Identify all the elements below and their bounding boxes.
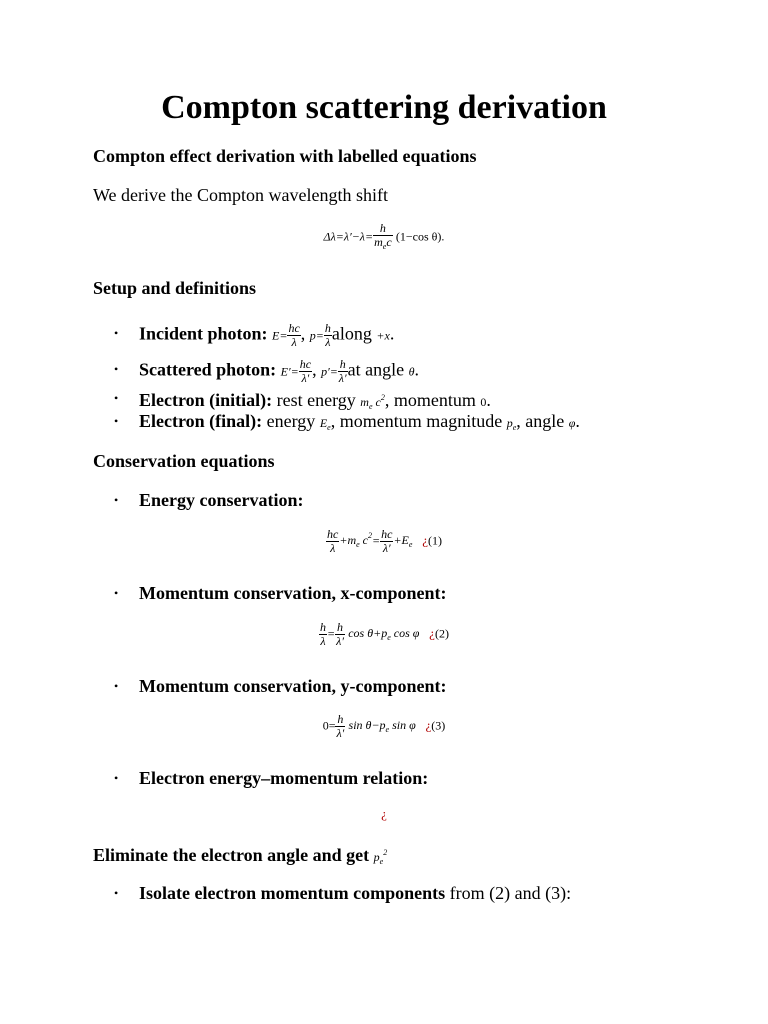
bullet: • — [114, 391, 119, 405]
bullet: • — [114, 679, 119, 693]
list-item-momentum-y: • Momentum conservation, y-component: — [114, 676, 447, 696]
list-item-energy-momentum-relation: • Electron energy–momentum relation: — [114, 768, 429, 788]
list-item-electron-final: • Electron (final): energy $E_e$, momentum magnitude $p_e$, angle φ. — [114, 411, 580, 432]
missing-glyph: ¿ — [381, 806, 387, 821]
list-item-scattered-photon: • Scattered photon: E′= $\frac{hc}{\lambda'}$ , p′= $\frac{h}{\lambda'}$ at angle θ. — [114, 357, 420, 385]
list-item-electron-initial: • Electron (initial): rest energy $m_e$ $c^2$, momentum 0. — [139, 387, 491, 418]
fraction: $\frac{h}{m_ec}$ — [374, 221, 392, 251]
list-item-incident-photon: • Incident photon: E= $\frac{hc}{\lambda}$ , p= $\frac{h}{\lambda}$ along +x. — [114, 321, 395, 349]
section-heading-setup: Setup and definitions — [93, 278, 257, 298]
document-subtitle: Compton effect derivation with labelled equations — [93, 146, 477, 166]
equation-4 — [0, 806, 768, 822]
list-item-isolate-components: • Isolate electron momentum components from (2) and (3): — [114, 883, 572, 903]
page-title: Compton scattering derivation — [161, 89, 607, 126]
intro-paragraph: We derive the Compton wavelength shift — [93, 185, 388, 205]
list-item-energy-conservation: • Energy conservation: — [114, 490, 304, 510]
missing-glyph: ¿ — [425, 717, 432, 733]
bullet: • — [114, 362, 119, 376]
equation-3: 0= $\frac{h}{\lambda'}$ $\sin \theta-p_e$ sin φ ¿(3) — [322, 712, 446, 740]
bullet: • — [114, 493, 119, 507]
bullet: • — [114, 586, 119, 600]
section-heading-eliminate: Eliminate the electron angle and get $p_e^2$ — [93, 845, 388, 866]
missing-glyph: ¿ — [429, 625, 435, 641]
equation-2: $\frac{h}{\lambda}$ = $\frac{h}{\lambda'}$ $\cos \theta+p_e$ cos φ ¿(2) — [320, 620, 449, 648]
bullet: • — [114, 326, 119, 340]
bullet: • — [114, 886, 119, 900]
main-equation: Δλ=λ′−λ= $\frac{h}{m_ec}$ (1−cos θ). — [323, 221, 445, 251]
list-item-momentum-x: • Momentum conservation, x-component: — [114, 583, 447, 603]
equation-1: $\frac{hc}{\lambda}$ $+m_e$ $c^2=$ $\frac{hc}{\lambda'}$ $+E_e$ ¿(1) — [327, 527, 442, 555]
bullet: • — [114, 771, 119, 785]
section-heading-conservation: Conservation equations — [93, 451, 275, 471]
bullet: • — [114, 414, 119, 428]
missing-glyph: ¿ — [422, 532, 428, 548]
